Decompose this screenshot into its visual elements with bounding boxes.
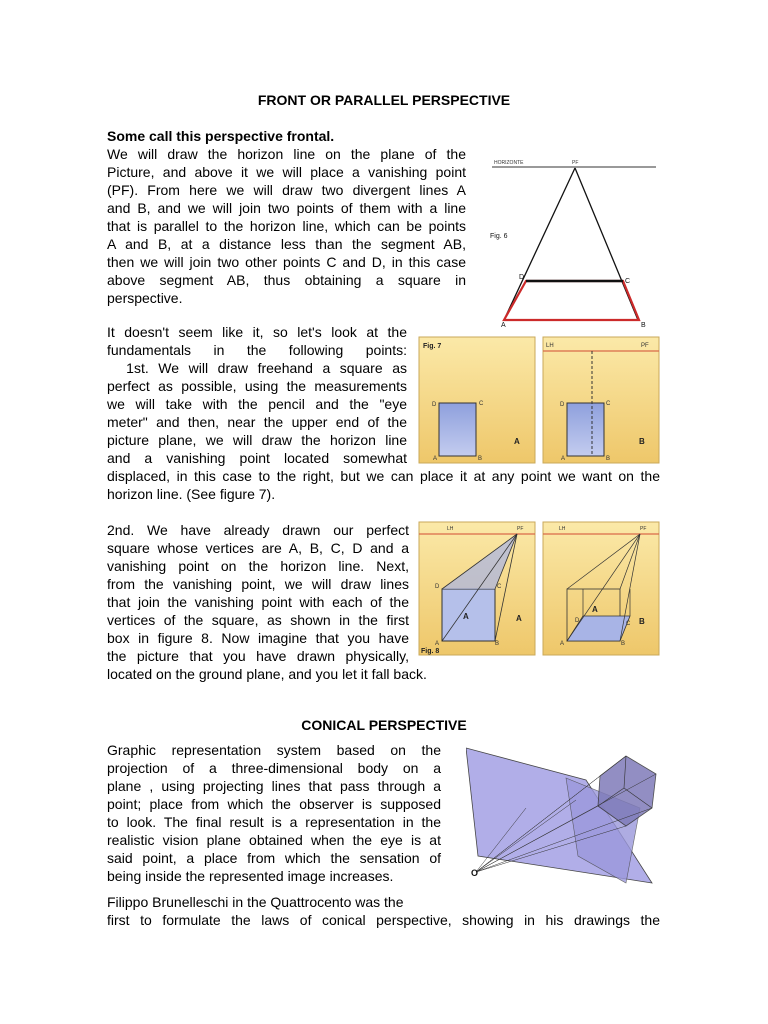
svg-text:D: D <box>519 274 525 281</box>
observer-point: O <box>471 868 479 878</box>
pf-label: PF <box>572 160 579 166</box>
paragraph-3: 2nd. We have already drawn our perfect square whose vertices are A, B, C, D and a vanishing point on the horizon line. Next, from the vanishing point, we will draw lines that join the vanishing point with each of the vertices of the square, as shown in the first box in figure 8. Now imagine that you have the picture that you have drawn physically, <box>107 522 409 664</box>
fig8-caption: Fig. 8 <box>421 648 440 655</box>
svg-text:B: B <box>641 322 646 329</box>
fig7-caption: Fig. 7 <box>423 343 442 350</box>
svg-text:A: A <box>560 641 565 647</box>
svg-text:A: A <box>561 456 566 462</box>
svg-text:D: D <box>575 618 580 624</box>
svg-text:B: B <box>606 456 611 462</box>
svg-text:PF: PF <box>640 526 647 532</box>
paragraph-3-continued: located on the ground plane, and you let it fall back. <box>107 666 427 682</box>
section-title-parallel: FRONT OR PARALLEL PERSPECTIVE <box>257 92 511 108</box>
svg-text:LH: LH <box>546 343 554 349</box>
svg-text:A: A <box>514 437 520 446</box>
svg-text:B: B <box>621 641 626 647</box>
section-title-conical: CONICAL PERSPECTIVE <box>301 717 467 733</box>
paragraph-2: It doesn't seem like it, so let's look at the fundamentals in the following points: 1st. We will draw freehand a square as perfect as possible, using the measurements we will take with the pencil and the "eye meter" and then, near the upper end of the picture plane, we will draw the horizon line and a vanishing point located somewhat <box>107 324 407 466</box>
svg-text:B: B <box>639 437 645 446</box>
svg-text:C: C <box>606 401 611 407</box>
svg-text:A: A <box>516 614 522 623</box>
svg-text:D: D <box>560 402 565 408</box>
figure-8 <box>417 521 660 656</box>
svg-text:D: D <box>435 584 440 590</box>
svg-text:C: C <box>497 584 502 590</box>
svg-text:C: C <box>626 621 631 627</box>
svg-text:A: A <box>501 322 506 329</box>
svg-text:C: C <box>479 401 484 407</box>
figure-7 <box>417 336 660 464</box>
fig6-caption: Fig. 6 <box>490 233 508 240</box>
svg-text:B: B <box>639 617 645 626</box>
svg-text:A: A <box>592 605 598 614</box>
horizon-label: HORIZONTE <box>494 160 524 166</box>
paragraph-4: Graphic representation system based on the projection of a three-dimensional body on a plane , using projecting lines that pass through a point; place from which the observer is supposed to look. The final result is a representation in the realistic vision plane obtained when the eye is at said point, a place from which the sensation of being inside the represented image increases. <box>107 742 441 884</box>
figure-9 <box>466 738 664 888</box>
svg-text:C: C <box>625 278 631 285</box>
svg-text:PF: PF <box>641 343 649 349</box>
svg-text:A: A <box>435 641 440 647</box>
svg-text:LH: LH <box>559 526 566 532</box>
red-trapezoid <box>504 281 639 320</box>
svg-text:A: A <box>433 456 438 462</box>
svg-text:LH: LH <box>447 526 454 532</box>
svg-text:PF: PF <box>517 526 524 532</box>
paragraph-2-continued: displaced, in this case to the right, but we can place it at any point we want on the horizon line. (See figure 7). <box>107 468 660 502</box>
svg-text:D: D <box>432 402 437 408</box>
svg-text:B: B <box>495 641 500 647</box>
figure-6 <box>484 155 664 330</box>
paragraph-1: We will draw the horizon line on the plane of the Picture, and above it we will place a vanishing point (PF). From here we will draw two divergent lines A and B, and we will join two points of them with a line that is parallel to the horizon line, which can be points A and B, at a distance less than the segment AB, then we will join two other points C and D, in this case above segment AB, thus obtaining a square in perspective. <box>107 146 466 306</box>
svg-text:B: B <box>478 456 483 462</box>
subheading: Some call this perspective frontal. <box>107 128 335 144</box>
paragraph-5: Filippo Brunelleschi in the Quattrocento was the first to formulate the laws of conical perspective, showing in his drawings the <box>107 894 660 928</box>
svg-text:A: A <box>463 612 469 621</box>
